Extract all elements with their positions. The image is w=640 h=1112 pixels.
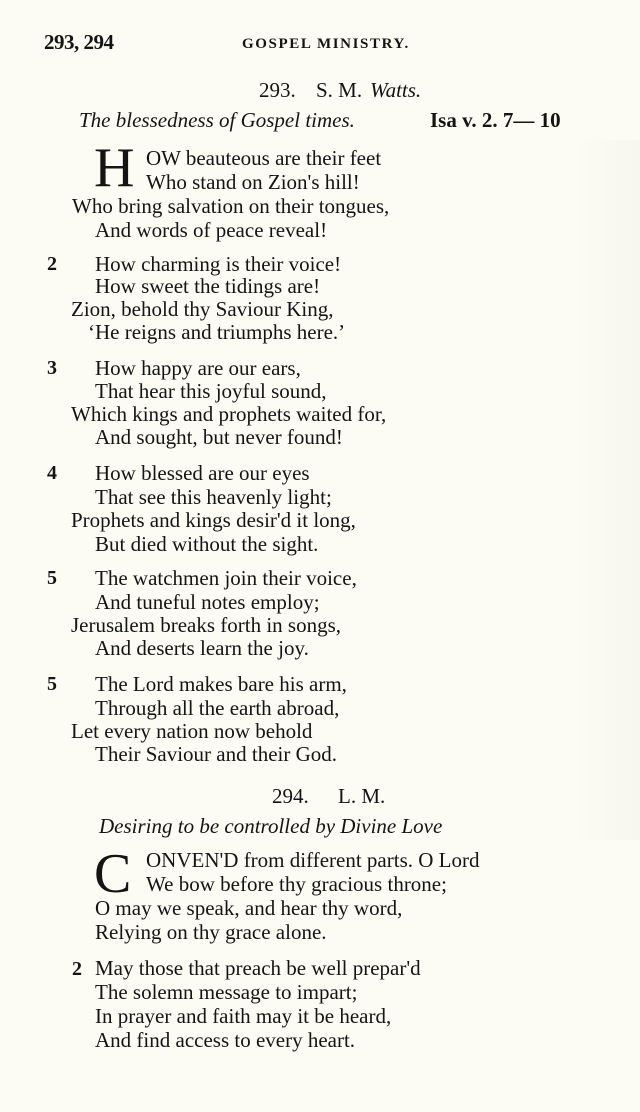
hymn-293-stanza-2-line-4: ‘He reigns and triumphs here.’ [88,320,346,344]
hymn-294-stanza-2-line-2: The solemn message to impart; [95,980,358,1004]
hymn-293-stanza-4-line-3: Prophets and kings desir'd it long, [71,508,356,532]
hymn-293-stanza-3-line-4: And sought, but never found! [95,425,343,449]
page-numbers: 293, 294 [44,30,114,54]
hymn-293-stanza-1-line-3: Who bring salvation on their tongues, [72,194,390,218]
hymn-293-stanza-6-line-4: Their Saviour and their God. [95,742,338,766]
hymn-293-stanza-5-line-1: The watchmen join their voice, [95,566,357,590]
hymn-293-author: Watts. [370,78,422,102]
hymn-294-subtitle: Desiring to be controlled by Divine Love [99,814,443,838]
hymn-294-stanza-2-line-4: And find access to every heart. [95,1028,356,1052]
hymn-293-stanza-3-number: 3 [47,357,57,379]
hymn-293-stanza-5-number: 5 [47,567,57,589]
hymn-293-stanza-6-line-2: Through all the earth abroad, [95,696,340,720]
hymn-294-stanza-2-line-3: In prayer and faith may it be heard, [95,1004,392,1028]
hymn-293-stanza-4-line-1: How blessed are our eyes [95,461,310,485]
hymn-293-stanza-4-line-4: But died without the sight. [95,532,319,556]
paper-shading [570,140,640,840]
hymn-293-meter: S. M. [316,78,363,102]
hymn-293-stanza-6-number: 5 [47,673,57,695]
hymn-294-stanza-1-line-4: Relying on thy grace alone. [95,920,327,944]
hymn-293-subtitle: The blessedness of Gospel times. [79,108,355,132]
hymn-293-stanza-1-line-4: And words of peace reveal! [95,218,328,242]
hymn-293-stanza-3-line-3: Which kings and prophets waited for, [71,402,387,426]
hymn-294-stanza-2-line-1: May those that preach be well prepar'd [95,956,421,980]
running-title: GOSPEL MINISTRY. [242,36,410,52]
hymn-294-stanza-1-line-3: O may we speak, and hear thy word, [95,896,403,920]
hymn-293-stanza-2-line-3: Zion, behold thy Saviour King, [71,297,334,321]
hymn-293-stanza-3-line-1: How happy are our ears, [95,356,301,380]
hymn-293-stanza-6-line-1: The Lord makes bare his arm, [95,672,347,696]
hymn-294-stanza-1-line-1: ONVEN'D from different parts. O Lord [146,848,480,872]
hymn-293-stanza-5-line-4: And deserts learn the joy. [95,636,309,660]
hymn-293-stanza-6-line-3: Let every nation now behold [71,719,313,743]
hymn-293-stanza-4-number: 4 [47,462,57,484]
hymn-293-stanza-2-line-2: How sweet the tidings are! [95,274,321,298]
hymn-293-stanza-3-line-2: That hear this joyful sound, [95,379,327,403]
hymn-293-stanza-1-line-2: Who stand on Zion's hill! [146,170,360,194]
hymn-293-stanza-2-number: 2 [47,253,57,275]
hymn-293-number: 293. [259,78,296,102]
hymn-294-number: 294. [272,784,309,808]
hymn-293-scripture-reference: Isa v. 2. 7— 10 [430,108,561,132]
hymn-293-stanza-4-line-2: That see this heavenly light; [95,485,332,509]
hymn-293-stanza-1-line-1: OW beauteous are their feet [146,146,382,170]
hymn-293-stanza-2-line-1: How charming is their voice! [95,252,342,276]
hymn-293-stanza-5-line-2: And tuneful notes employ; [95,590,320,614]
hymn-294-drop-cap: C [94,843,132,905]
hymn-293-stanza-5-line-3: Jerusalem breaks forth in songs, [71,613,342,637]
hymn-294-stanza-2-number: 2 [72,958,82,980]
hymn-294-stanza-1-line-2: We bow before thy gracious throne; [146,872,447,896]
hymn-294-meter: L. M. [338,784,386,808]
hymn-293-drop-cap: H [94,137,135,199]
